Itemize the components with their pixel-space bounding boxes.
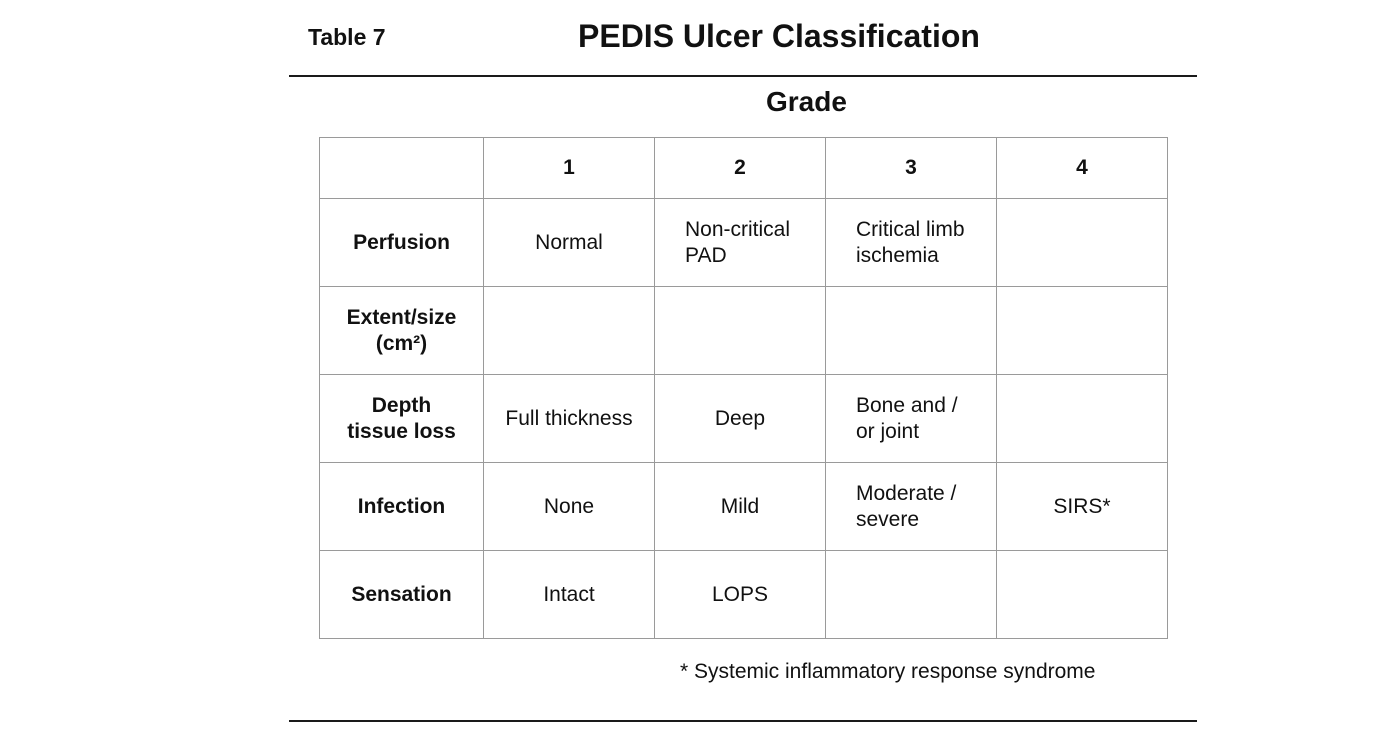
- row-header-line: Sensation: [351, 582, 452, 606]
- grade-2-cell: [655, 551, 826, 639]
- grade-1-cell: [484, 287, 655, 375]
- table-row: [320, 375, 1168, 463]
- footnote: * Systemic inflammatory response syndrome: [680, 660, 1096, 683]
- cell-text-line: Deep: [714, 406, 766, 430]
- grade-2-header: 2: [655, 138, 826, 199]
- table-body: [320, 199, 1168, 639]
- top-rule: [289, 75, 1197, 77]
- grade-3-cell: [826, 199, 997, 287]
- cell-text-line: Full thickness: [505, 406, 633, 430]
- grade-3-cell: [826, 287, 997, 375]
- grade-2-cell: [655, 287, 826, 375]
- row-header: [320, 199, 484, 287]
- table-row: [320, 463, 1168, 551]
- grade-2-cell: [655, 463, 826, 551]
- grade-2-cell: [655, 199, 826, 287]
- grade-4-cell: [997, 199, 1168, 287]
- cell-text-line: or joint: [856, 419, 920, 443]
- grade-heading: Grade: [766, 86, 847, 117]
- table-row: [320, 551, 1168, 639]
- cell-text-line: Normal: [535, 230, 603, 254]
- row-header-line: Infection: [357, 494, 446, 518]
- grade-2-cell: [655, 375, 826, 463]
- row-header-line: (cm²): [375, 331, 428, 355]
- cell-text-line: Moderate /: [856, 481, 957, 505]
- cell-text-line: Bone and /: [856, 393, 958, 417]
- table-row: [320, 287, 1168, 375]
- row-header-line: Extent/size: [346, 305, 457, 329]
- grade-1-cell: [484, 551, 655, 639]
- row-header-line: tissue loss: [347, 419, 456, 443]
- grade-1-header: 1: [484, 138, 655, 199]
- grade-3-cell: [826, 551, 997, 639]
- cell-text-line: Intact: [543, 582, 595, 606]
- row-header: [320, 463, 484, 551]
- grade-4-cell: [997, 551, 1168, 639]
- document-title: PEDIS Ulcer Classification: [578, 18, 980, 54]
- grade-4-cell: [997, 463, 1168, 551]
- row-header: [320, 287, 484, 375]
- table-label: Table 7: [308, 24, 386, 50]
- table-row: [320, 199, 1168, 287]
- grade-1-cell: [484, 375, 655, 463]
- grade-4-cell: [997, 287, 1168, 375]
- row-header: [320, 551, 484, 639]
- grade-3-cell: [826, 463, 997, 551]
- cell-text-line: None: [543, 494, 595, 518]
- cell-text-line: severe: [856, 507, 920, 531]
- cell-text-line: Critical limb: [856, 217, 965, 241]
- cell-text-line: LOPS: [711, 582, 769, 606]
- cell-text-line: Mild: [720, 494, 760, 518]
- cell-text-line: PAD: [685, 243, 727, 267]
- corner-cell: [320, 138, 484, 199]
- cell-text-line: ischemia: [856, 243, 939, 267]
- grade-4-header: 4: [997, 138, 1168, 199]
- row-header-line: Depth: [371, 393, 432, 417]
- cell-text-line: Non-critical: [685, 217, 791, 241]
- grade-3-header: 3: [826, 138, 997, 199]
- grade-4-cell: [997, 375, 1168, 463]
- grade-1-cell: [484, 199, 655, 287]
- grade-3-cell: [826, 375, 997, 463]
- cell-text-line: SIRS*: [1053, 494, 1111, 518]
- grade-1-cell: [484, 463, 655, 551]
- row-header-line: Perfusion: [353, 230, 450, 254]
- bottom-rule: [289, 720, 1197, 722]
- pedis-classification-table: [319, 137, 1168, 639]
- row-header: [320, 375, 484, 463]
- grade-header-row: [320, 138, 1168, 199]
